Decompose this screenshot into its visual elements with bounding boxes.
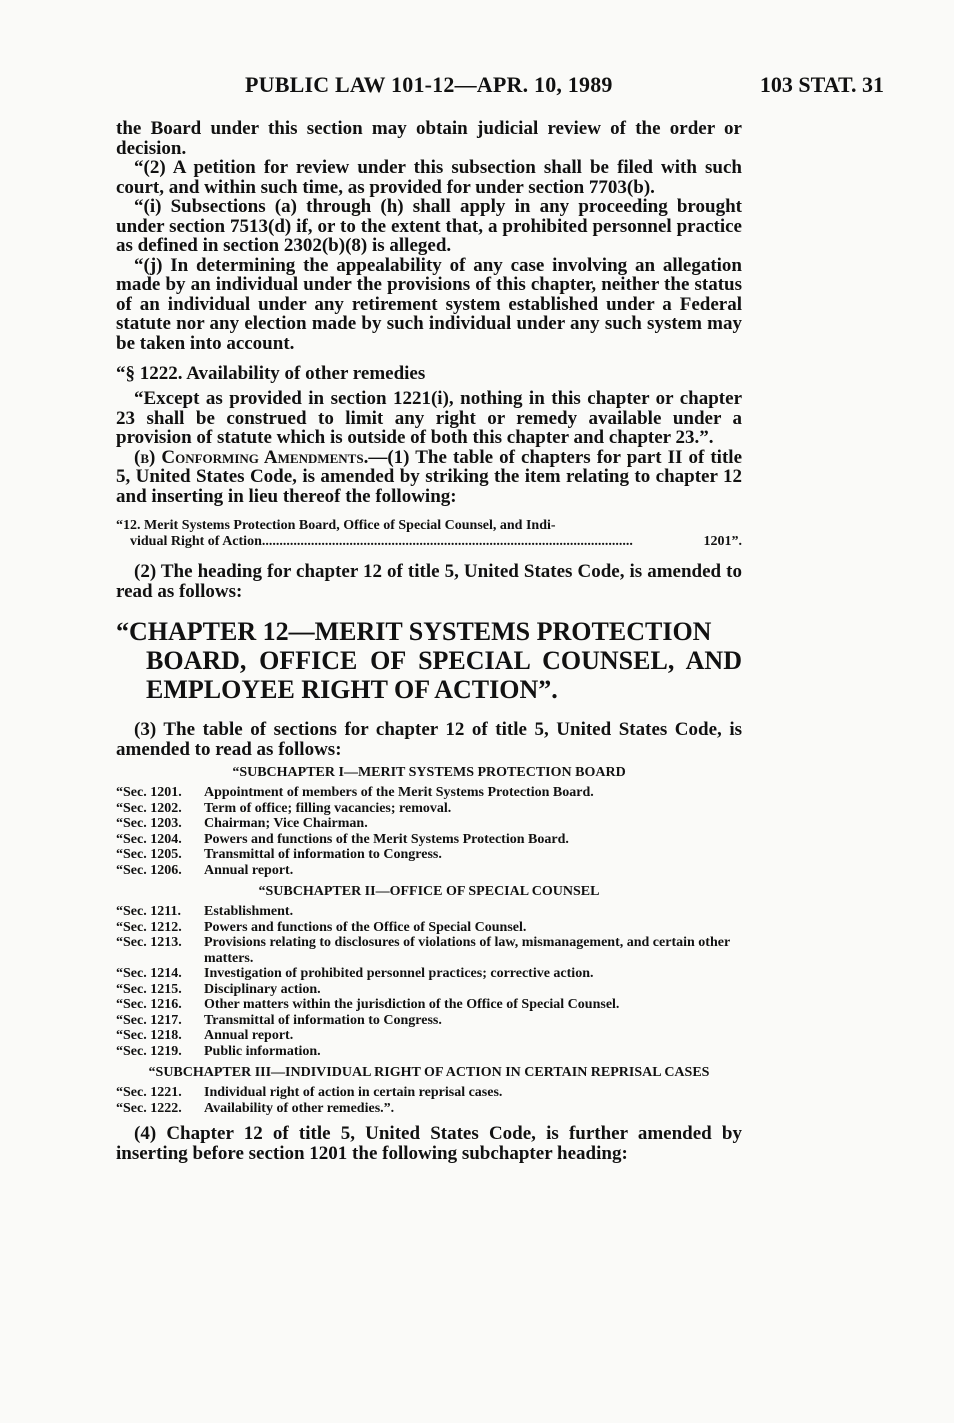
section-list-item bbox=[116, 785, 742, 801]
section-title: Provisions relating to disclosures of violations of law, mismanagement, and certain other matters. bbox=[204, 935, 730, 966]
section-list-item bbox=[116, 935, 742, 966]
section-list-item bbox=[116, 1085, 742, 1101]
section-number: “Sec. 1212. bbox=[116, 919, 182, 935]
table-of-sections bbox=[116, 765, 742, 1116]
section-number: “Sec. 1214. bbox=[116, 966, 182, 981]
section-number: “Sec. 1216. bbox=[116, 997, 182, 1012]
table-of-chapters-entry bbox=[116, 518, 742, 550]
section-title: Powers and functions of the Office of Special Counsel. bbox=[204, 919, 527, 935]
chapter-heading bbox=[116, 617, 742, 704]
section-title: Term of office; filling vacancies; removal. bbox=[204, 800, 452, 816]
toc-text: vidual Right of Action bbox=[130, 534, 262, 549]
section-title: Individual right of action in certain reprisal cases. bbox=[204, 1085, 503, 1100]
chapter-heading-line: BOARD, OFFICE OF SPECIAL COUNSEL, AND EMPLOYEE RIGHT OF ACTION”. bbox=[146, 646, 742, 704]
section-title: Other matters within the jurisdiction of the Office of Special Counsel. bbox=[204, 997, 620, 1012]
section-number: “Sec. 1213. bbox=[116, 935, 182, 950]
paragraph: “(2) A petition for review under this subsection shall be filed with such court, and within such time, as provided for under section 7703(b). bbox=[116, 157, 742, 198]
section-title: Investigation of prohibited personnel practices; corrective action. bbox=[204, 966, 594, 981]
section-title: Disciplinary action. bbox=[204, 981, 321, 997]
chapter-heading-line: “CHAPTER 12—MERIT SYSTEMS PROTECTION bbox=[116, 617, 712, 646]
paragraph-label: (b) Conforming Amendments. bbox=[134, 446, 369, 468]
section-number: “Sec. 1218. bbox=[116, 1028, 182, 1043]
paragraph: “(i) Subsections (a) through (h) shall apply in any proceeding brought under section 7513(d) if, or to the extent that, a prohibited personnel practice as defined in section 2302(b)(8) is alleged. bbox=[116, 196, 742, 256]
section-title: Powers and functions of the Merit Systems Protection Board. bbox=[204, 831, 569, 847]
running-head: PUBLIC LAW 101-12—APR. 10, 1989 bbox=[245, 72, 613, 97]
toc-dots: .......................................................................................................... bbox=[261, 534, 633, 549]
section-list-item bbox=[116, 832, 742, 848]
section-list-item bbox=[116, 920, 742, 936]
section-title: Transmittal of information to Congress. bbox=[204, 847, 442, 862]
section-title: Chairman; Vice Chairman. bbox=[204, 816, 368, 831]
section-number: “Sec. 1206. bbox=[116, 862, 182, 878]
section-number: “Sec. 1202. bbox=[116, 800, 182, 816]
section-list-item bbox=[116, 863, 742, 879]
toc-line bbox=[116, 534, 742, 550]
section-number: “Sec. 1222. bbox=[116, 1100, 182, 1116]
toc-page: 1201”. bbox=[703, 534, 742, 549]
section-list-item bbox=[116, 1044, 742, 1060]
section-list-item bbox=[116, 1013, 742, 1029]
section-title: Availability of other remedies.”. bbox=[204, 1100, 395, 1116]
section-list-item bbox=[116, 1101, 742, 1117]
paragraph-text: —(1) The table of chapters for part II of title 5, United States Code, is amended by striking the item relating to chapter 12 and inserting in lieu thereof the following: bbox=[116, 446, 743, 507]
section-number: “Sec. 1201. bbox=[116, 785, 182, 800]
section-number: “Sec. 1215. bbox=[116, 981, 182, 997]
paragraph: “(j) In determining the appealability of any case involving an allegation made by an individual under the provisions of this chapter, neither the status of an individual under any retirement system established under a Federal statute nor any election made by such individual under any such system may be taken into account. bbox=[116, 254, 742, 354]
section-number: “Sec. 1203. bbox=[116, 816, 182, 831]
section-title: Appointment of members of the Merit Systems Protection Board. bbox=[204, 785, 594, 800]
section-list-item bbox=[116, 847, 742, 863]
subchapter-heading: “SUBCHAPTER III—INDIVIDUAL RIGHT OF ACTION IN CERTAIN REPRISAL CASES bbox=[148, 1065, 710, 1080]
section-list-item bbox=[116, 966, 742, 982]
page-number: 103 STAT. 31 bbox=[759, 72, 884, 97]
toc-line: “12. Merit Systems Protection Board, Office of Special Counsel, and Indi- bbox=[116, 518, 556, 533]
subchapter-heading: “SUBCHAPTER II—OFFICE OF SPECIAL COUNSEL bbox=[258, 884, 600, 899]
section-title: Public information. bbox=[204, 1043, 321, 1059]
document-body bbox=[116, 119, 742, 1163]
section-list-item bbox=[116, 997, 742, 1013]
section-number: “Sec. 1217. bbox=[116, 1012, 182, 1028]
section-number: “Sec. 1205. bbox=[116, 847, 182, 862]
section-list-item bbox=[116, 801, 742, 817]
section-number: “Sec. 1204. bbox=[116, 831, 182, 847]
section-number: “Sec. 1219. bbox=[116, 1043, 182, 1059]
paragraph: (4) Chapter 12 of title 5, United States Code, is further amended by inserting before section 1201 the following subchapter heading: bbox=[116, 1123, 742, 1164]
paragraph: (3) The table of sections for chapter 12 of title 5, United States Code, is amended to read as follows: bbox=[116, 719, 742, 760]
paragraph: (2) The heading for chapter 12 of title 5, United States Code, is amended to read as follows: bbox=[116, 561, 742, 602]
section-title: Annual report. bbox=[204, 862, 294, 878]
section-list-item bbox=[116, 982, 742, 998]
subchapter-heading: “SUBCHAPTER I—MERIT SYSTEMS PROTECTION BOARD bbox=[232, 765, 626, 780]
section-heading: “§ 1222. Availability of other remedies bbox=[116, 363, 426, 384]
section-title: Annual report. bbox=[204, 1028, 294, 1043]
paragraph: the Board under this section may obtain judicial review of the order or decision. bbox=[116, 118, 742, 159]
section-list-item bbox=[116, 816, 742, 832]
paragraph: “Except as provided in section 1221(i), nothing in this chapter or chapter 23 shall be construed to limit any right or remedy available under a provision of statute which is outside of both this chapter and chapter 23.”. bbox=[116, 388, 742, 448]
section-number: “Sec. 1221. bbox=[116, 1085, 182, 1100]
section-list-item bbox=[116, 904, 742, 920]
section-number: “Sec. 1211. bbox=[116, 904, 181, 919]
section-title: Establishment. bbox=[204, 904, 294, 919]
section-title: Transmittal of information to Congress. bbox=[204, 1012, 442, 1028]
page-header bbox=[0, 72, 954, 102]
section-list-item bbox=[116, 1028, 742, 1044]
paragraph bbox=[116, 448, 742, 507]
